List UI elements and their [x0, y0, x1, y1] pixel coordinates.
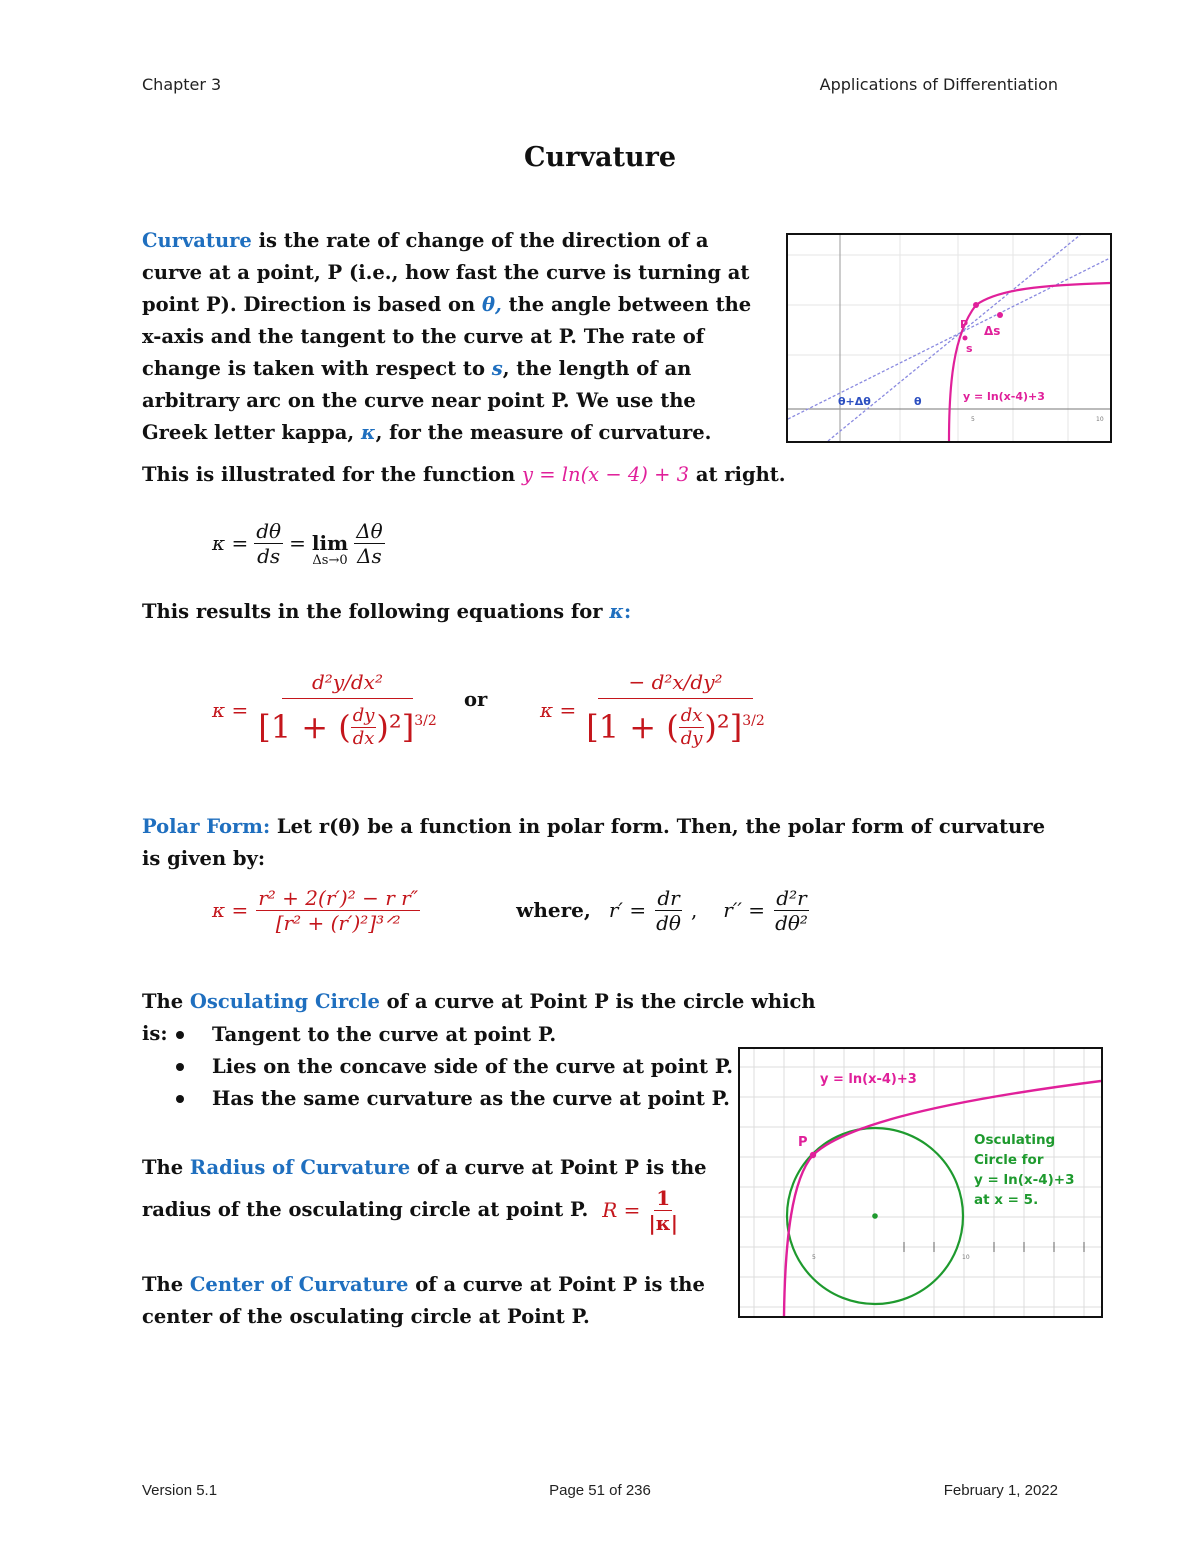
osculating-paragraph: The Osculating Circle of a curve at Point P is the circle which is:	[142, 990, 816, 1045]
header-chapter: Chapter 3	[142, 75, 222, 94]
osculating-circle-svg	[740, 1049, 1101, 1316]
formula-dy-dx: κ = d²y/dx² [1 + ( $\frac{dy}{dx}$ )²]$^{3/2}$	[212, 670, 437, 749]
illustration-line: This is illustrated for the function y = ln(x − 4) + 3 at right.	[142, 463, 786, 486]
polar-formula: κ = $\frac{\text{r² + 2(r′)² − r r″}}{\text{[r² + (r′)²]³ᐟ²}}$ where, r′ = $\frac{dr}{d\theta}$ , r′′ = $\frac{\text{d²r}}{\text{dθ²}}$	[212, 885, 808, 935]
label-circle-line-3: y = ln(x-4)+3	[974, 1172, 1075, 1188]
center-point	[872, 1213, 878, 1219]
secant-line	[828, 235, 1080, 441]
intro-paragraph: Curvature is the rate of change of the direction of a curve at a point, P (i.e., how fast the curve is turning at point P). Direction is based on θ, the angle between the x-axis and the tangent to the curve at P. The rate of change is taken with respect to s, the length of an arbitrary arc on the curve near point P. We use the Greek letter kappa, κ, for the measure of curvature.	[142, 229, 752, 444]
osculating-bullets	[142, 1019, 742, 1115]
label-theta-plus-dtheta: θ+Δθ	[838, 395, 871, 408]
results-line: This results in the following equations for κ:	[142, 600, 632, 623]
or-label: or	[464, 688, 488, 711]
point-p	[810, 1152, 816, 1158]
list-item: Tangent to the curve at point P.	[142, 1019, 742, 1051]
term-curvature: Curvature	[142, 229, 252, 252]
formula-dx-dy: κ = − d²x/dy² [1 + ( $\frac{dx}{dy}$ )²]$^{3/2}$	[540, 670, 765, 749]
point-p	[973, 302, 979, 308]
footer-page-number: Page 51 of 236	[549, 1482, 651, 1499]
osculating-circle-graph	[738, 1047, 1103, 1318]
tick-5: 5	[812, 1254, 816, 1261]
radius-line-1: The Radius of Curvature of a curve at Point P is the	[142, 1156, 707, 1179]
label-p: P	[798, 1135, 808, 1150]
s-symbol: s	[491, 357, 503, 380]
center-line-1: The Center of Curvature of a curve at Point P is the	[142, 1273, 705, 1296]
label-delta-s: Δs	[984, 324, 1001, 338]
label-s: s	[966, 342, 973, 355]
kappa-definition: κ = $\frac{d\theta}{ds}$ = lim Δs→0 $\frac{\Delta\theta}{\Delta s}$	[212, 518, 383, 568]
label-function: y = ln(x-4)+3	[820, 1072, 917, 1087]
tangent-angle-svg	[788, 235, 1110, 441]
term-polar-form: Polar Form:	[142, 815, 271, 838]
tick-5: 5	[971, 416, 975, 423]
page-title: Curvature	[523, 142, 677, 173]
tick-10: 10	[962, 1254, 970, 1261]
label-function: y = ln(x-4)+3	[963, 390, 1045, 403]
point-s	[963, 336, 968, 341]
label-circle-line-1: Osculating	[974, 1132, 1056, 1148]
list-item: Lies on the concave side of the curve at point P.	[142, 1051, 742, 1083]
polar-paragraph: Polar Form: Let r(θ) be a function in polar form. Then, the polar form of curvature is given by:	[142, 815, 1046, 870]
term-center-of-curvature: Center of Curvature	[189, 1273, 409, 1296]
tick-10: 10	[1096, 416, 1104, 423]
footer-version: Version 5.1	[142, 1482, 218, 1499]
label-circle-line-4: at x = 5.	[974, 1192, 1039, 1208]
radius-formula: R = $\frac{1}{|\kappa|}$	[602, 1185, 678, 1235]
term-radius-of-curvature: Radius of Curvature	[189, 1156, 411, 1179]
label-circle-line-2: Circle for	[974, 1152, 1044, 1168]
label-theta: θ	[914, 395, 922, 408]
header-section: Applications of Differentiation	[819, 75, 1058, 94]
footer-date: February 1, 2022	[943, 1482, 1058, 1499]
center-line-2: center of the osculating circle at Point P.	[142, 1305, 590, 1328]
label-p: P	[960, 318, 969, 331]
point-q	[997, 312, 1003, 318]
list-item: Has the same curvature as the curve at point P.	[142, 1083, 742, 1115]
term-osculating-circle: Osculating Circle	[189, 990, 380, 1013]
function-expression: y = ln(x − 4) + 3	[522, 463, 690, 486]
ln-curve	[784, 1081, 1101, 1316]
radius-line-2: radius of the osculating circle at point P. R = $\frac{1}{|\kappa|}$	[142, 1185, 678, 1235]
theta-symbol: θ,	[481, 293, 502, 316]
kappa-symbol: κ	[360, 421, 376, 444]
tangent-line-p	[788, 258, 1110, 419]
tangent-angle-graph	[786, 233, 1112, 443]
